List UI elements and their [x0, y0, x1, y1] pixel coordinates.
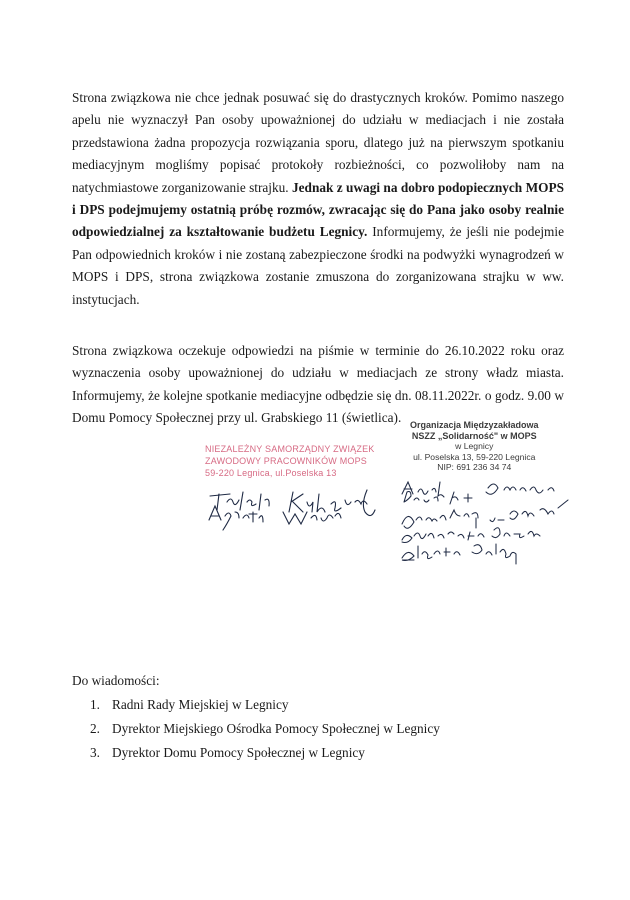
stamp-right-line-1: Organizacja Międzyzakładowa	[410, 420, 539, 430]
list-item	[90, 741, 440, 765]
list-item-number: 2.	[90, 721, 100, 736]
signatures-left	[205, 482, 380, 532]
stamp-left-line-3: 59-220 Legnica, ul.Poselska 13	[205, 468, 337, 478]
cc-label: Do wiadomości:	[72, 673, 160, 688]
paragraph-response-deadline: Strona związkowa oczekuje odpowiedzi na piśmie w terminie do 26.10.2022 roku oraz wyznaczenia osoby upoważnionej do udziału w mediacjach ze strony władz miasta. Informujemy, że kolejne spotkanie mediacyjne odbędzie się dn. 08.11.2022r. o godz. 9.00 w Domu Pomocy Społecznej przy ul. Grabskiego 11 (świetlica).	[72, 343, 564, 426]
union-stamp-right	[410, 420, 539, 473]
list-item-number: 1.	[90, 697, 100, 712]
list-item-text: Dyrektor Miejskiego Ośrodka Pomocy Społecznej w Legnicy	[112, 721, 440, 736]
list-item-text: Dyrektor Domu Pomocy Społecznej w Legnicy	[112, 745, 365, 760]
list-item	[90, 693, 440, 717]
union-stamp-left	[205, 443, 375, 479]
paragraph-1-text-end: Informujemy, że jeśli nie podejmie Pan odpowiednich kroków i nie zostaną zabezpieczone środki na podwyżki wynagrodzeń w MOPS i DPS, strona związkowa zostanie zmuszona do zorganizowana strajku w ww. instytucjach.	[72, 224, 564, 307]
stamp-right-line-4: ul. Poselska 13, 59-220 Legnica	[413, 451, 536, 462]
stamp-left-line-1: NIEZALEŻNY SAMORZĄDNY ZWIĄZEK	[205, 444, 375, 454]
signatures-right	[398, 478, 598, 573]
stamp-right-line-3: w Legnicy	[455, 441, 494, 451]
list-item	[90, 717, 440, 741]
paragraph-strike-warning	[72, 87, 564, 311]
stamp-right-line-2: NSZZ „Solidarność" w MOPS	[411, 430, 537, 441]
list-item-number: 3.	[90, 745, 100, 760]
paragraph-1-text: Strona związkowa nie chce jednak posuwać się do drastycznych kroków. Pomimo naszego apelu nie wyznaczył Pan osoby upoważnionej do udziału w mediacjach i nie została przedstawiona żadna propozycja rozwiązania sporu, dlatego już na pierwszym spotkaniu mediacyjnym mogliśmy popisać protokoły rozbieżności, co pozwoliłoby nam na natychmiastowe zorganizowanie strajku.	[72, 90, 564, 195]
paragraph-1-bold-text: Jednak z uwagi na dobro podopiecznych MOPS i DPS podejmujemy ostatnią próbę rozmów, zwracając się do Pana jako osoby realnie odpowiedzialnej za kształtowanie budżetu Legnicy.	[72, 179, 564, 240]
stamp-right-line-5: NIP: 691 236 34 74	[437, 462, 512, 472]
recipient-list	[90, 693, 440, 765]
stamp-left-line-2: ZAWODOWY PRACOWNIKÓW MOPS	[205, 456, 367, 466]
list-item-text: Radni Rady Miejskiej w Legnicy	[112, 697, 289, 712]
